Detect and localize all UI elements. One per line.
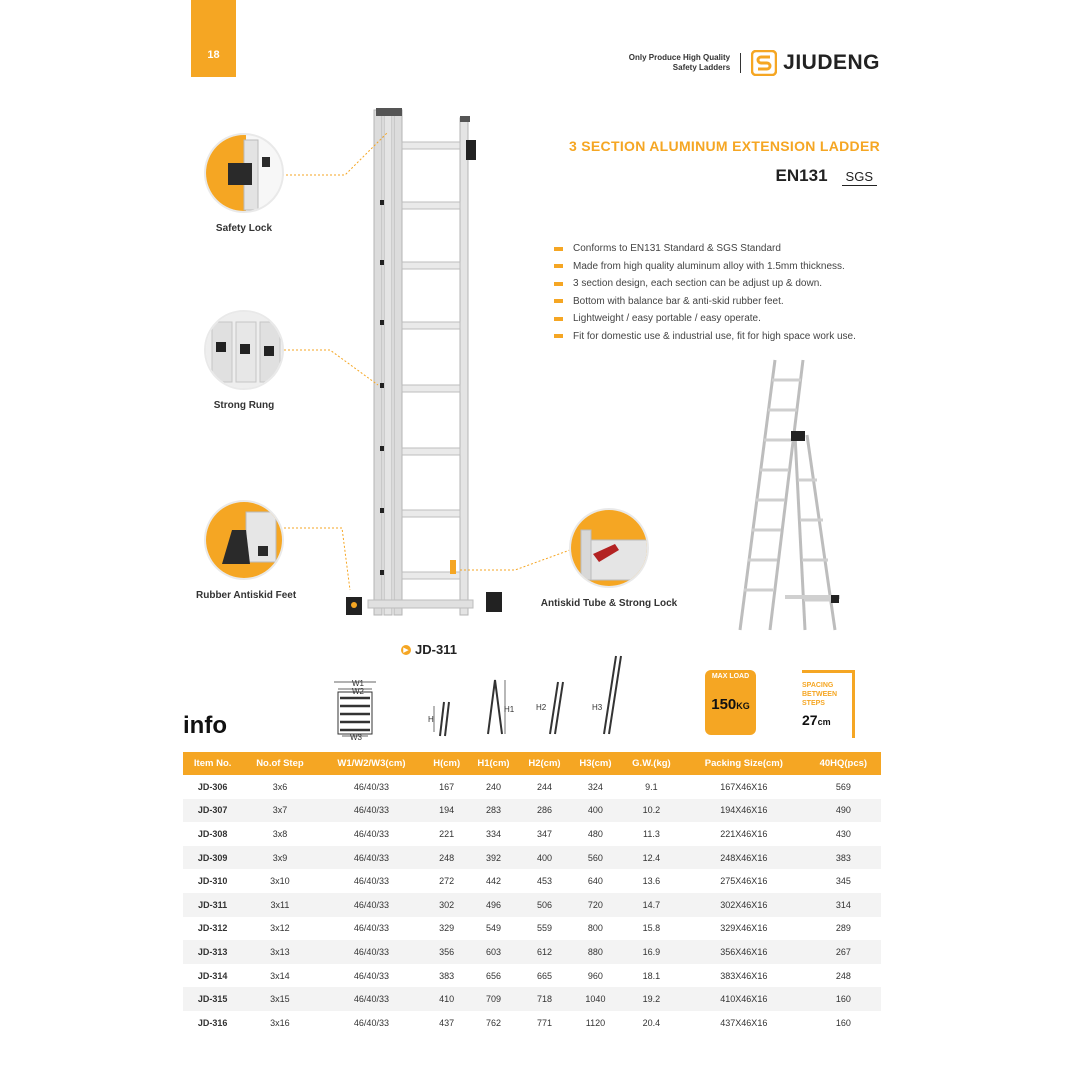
table-cell: 314: [806, 893, 881, 917]
table-cell: 960: [587, 970, 603, 981]
header-gross-weight: G.W.(kg): [621, 752, 682, 775]
table-cell: 167X46X16: [720, 781, 768, 792]
table-cell: 3x13: [242, 940, 317, 964]
dimension-diagrams: [330, 652, 630, 742]
table-cell: 324: [587, 781, 603, 792]
table-cell: 244: [536, 781, 552, 792]
header-item-no: Item No.: [183, 752, 242, 775]
feature-item: Conforms to EN131 Standard & SGS Standard: [554, 240, 856, 258]
feature-item: Made from high quality aluminum alloy with 1.5mm thickness.: [554, 258, 856, 276]
feature-item: Fit for domestic use & industrial use, fit for high space work use.: [554, 328, 856, 346]
bullet-icon: [554, 334, 563, 338]
table-cell: 410: [425, 987, 468, 1011]
table-cell: 549: [485, 923, 501, 934]
table-cell: 480: [587, 828, 603, 839]
table-cell: 720: [570, 893, 621, 917]
bullet-icon: [554, 299, 563, 303]
bullet-icon: [554, 317, 563, 321]
rubber-feet-image: [204, 500, 284, 580]
max-load-badge: [705, 670, 756, 735]
brand-divider: [740, 53, 741, 73]
table-cell: 240: [485, 781, 501, 792]
table-header-row: [183, 752, 881, 775]
table-cell: 160: [835, 1017, 851, 1028]
page-number: 18: [207, 49, 220, 61]
table-cell: JD-314: [197, 970, 228, 981]
table-cell: 762: [485, 1017, 501, 1028]
table-cell: 248: [835, 970, 851, 981]
table-cell: 3x9: [242, 846, 317, 870]
table-cell: 3x8: [272, 828, 288, 839]
callout-safety-lock: [196, 133, 292, 234]
table-cell: JD-308: [197, 828, 228, 839]
table-row: [183, 964, 881, 988]
table-cell: 283: [468, 799, 519, 823]
table-row: [183, 775, 881, 799]
table-cell: 640: [587, 876, 603, 887]
specs-table: [183, 752, 881, 1035]
table-row: [183, 1011, 881, 1035]
logo-mark-icon: [751, 50, 777, 76]
table-row: [183, 869, 881, 893]
spacing-badge: [802, 670, 855, 738]
table-cell: 3x10: [270, 876, 290, 887]
model-name: JD-311: [415, 642, 457, 657]
table-cell: 410X46X16: [682, 987, 806, 1011]
table-cell: 9.1: [645, 781, 658, 792]
header-packing-size: Packing Size(cm): [682, 752, 806, 775]
table-cell: 302: [425, 893, 468, 917]
table-cell: 13.6: [642, 876, 661, 887]
svg-text:H: H: [428, 715, 434, 724]
table-cell: 496: [468, 893, 519, 917]
spacing-label: SPACING BETWEEN STEPS: [802, 682, 837, 707]
callout-antiskid-tube: [534, 508, 684, 609]
tagline-line-1: Only Produce High Quality: [628, 53, 731, 62]
table-cell: 248: [425, 846, 468, 870]
cert-en131: EN131: [775, 166, 828, 185]
svg-text:H3: H3: [592, 703, 603, 712]
table-cell: 334: [485, 828, 501, 839]
table-cell: 329X46X16: [720, 923, 768, 934]
svg-text:H2: H2: [536, 703, 547, 712]
table-cell: 46/40/33: [318, 940, 426, 964]
table-cell: 345: [835, 876, 851, 887]
table-cell: 12.4: [621, 846, 682, 870]
header-h2: H2(cm): [519, 752, 570, 775]
width-diagram: [334, 679, 376, 742]
table-cell: 16.9: [621, 940, 682, 964]
table-cell: 194: [425, 799, 468, 823]
table-cell: 46/40/33: [353, 1017, 389, 1028]
table-cell: 560: [570, 846, 621, 870]
svg-text:W1: W1: [352, 679, 364, 688]
table-cell: 400: [519, 846, 570, 870]
height-h3-diagram: [592, 656, 621, 734]
table-cell: JD-311: [183, 893, 242, 917]
table-cell: 11.3: [643, 828, 660, 839]
table-row: [183, 917, 881, 941]
table-cell: 19.2: [621, 987, 682, 1011]
table-cell: 46/40/33: [353, 923, 389, 934]
header-h1: H1(cm): [468, 752, 519, 775]
table-cell: 442: [485, 876, 501, 887]
antiskid-tube-image: [569, 508, 649, 588]
table-row: [183, 940, 881, 964]
safety-lock-image: [204, 133, 284, 213]
svg-text:W3: W3: [350, 733, 362, 742]
table-cell: 20.4: [642, 1017, 661, 1028]
cert-sgs: SGS: [842, 169, 877, 186]
page-number-tab: [191, 0, 236, 77]
table-cell: 46/40/33: [318, 987, 426, 1011]
header-h: H(cm): [425, 752, 468, 775]
table-cell: 46/40/33: [353, 970, 389, 981]
table-cell: 194X46X16: [682, 799, 806, 823]
header-h3: H3(cm): [570, 752, 621, 775]
feature-item: Bottom with balance bar & anti-skid rubber feet.: [554, 293, 856, 311]
feature-item: 3 section design, each section can be adjust up & down.: [554, 275, 856, 293]
table-cell: 3x16: [270, 1017, 290, 1028]
brand-header: [629, 50, 880, 76]
header-width: W1/W2/W3(cm): [318, 752, 426, 775]
logo-text: JIUDENG: [783, 51, 880, 74]
table-cell: 3x14: [270, 970, 290, 981]
table-row: [183, 893, 881, 917]
table-cell: 800: [587, 923, 603, 934]
safety-lock-label: Safety Lock: [215, 223, 273, 234]
table-cell: 383: [806, 846, 881, 870]
strong-rung-label: Strong Rung: [213, 400, 275, 411]
table-cell: 46/40/33: [353, 781, 389, 792]
table-cell: 718: [519, 987, 570, 1011]
table-cell: 356: [425, 940, 468, 964]
header-40hq: 40HQ(pcs): [806, 752, 881, 775]
table-cell: 569: [835, 781, 851, 792]
table-cell: JD-316: [197, 1017, 228, 1028]
table-cell: 275X46X16: [720, 876, 768, 887]
table-cell: 289: [835, 923, 851, 934]
table-cell: 46/40/33: [353, 876, 389, 887]
table-cell: 14.7: [621, 893, 682, 917]
table-cell: JD-315: [183, 987, 242, 1011]
height-h2-diagram: [536, 682, 563, 734]
svg-text:W2: W2: [352, 687, 364, 696]
table-row: [183, 799, 881, 823]
table-cell: JD-306: [197, 781, 228, 792]
table-cell: 3x6: [272, 781, 288, 792]
table-cell: 453: [536, 876, 552, 887]
table-cell: JD-309: [183, 846, 242, 870]
table-cell: JD-307: [183, 799, 242, 823]
bullet-icon: [554, 247, 563, 251]
table-cell: 656: [485, 970, 501, 981]
height-h-diagram: [428, 702, 449, 736]
table-cell: 383: [439, 970, 455, 981]
table-cell: JD-310: [197, 876, 228, 887]
feature-item: Lightweight / easy portable / easy operate.: [554, 310, 856, 328]
max-load-label: MAX LOAD: [711, 673, 750, 680]
bullet-icon: [554, 264, 563, 268]
table-cell: 490: [806, 799, 881, 823]
table-cell: 18.1: [642, 970, 661, 981]
table-cell: 221X46X16: [720, 828, 768, 839]
callout-rubber-feet: [196, 500, 297, 601]
table-row: [183, 822, 881, 846]
table-cell: 400: [570, 799, 621, 823]
play-circle-icon: ▶: [401, 645, 411, 655]
svg-text:H1: H1: [504, 705, 515, 714]
table-cell: 665: [536, 970, 552, 981]
table-cell: 3x7: [242, 799, 317, 823]
info-title: info: [183, 712, 227, 739]
table-cell: 383X46X16: [720, 970, 768, 981]
callout-strong-rung: [196, 310, 292, 411]
table-cell: 880: [570, 940, 621, 964]
product-title: 3 SECTION ALUMINUM EXTENSION LADDER: [569, 138, 880, 154]
table-cell: 1120: [585, 1017, 606, 1028]
table-cell: 612: [519, 940, 570, 964]
header-no-of-step: No.of Step: [242, 752, 317, 775]
table-cell: 437: [439, 1017, 455, 1028]
rubber-feet-label: Rubber Antiskid Feet: [196, 590, 297, 601]
table-cell: 167: [439, 781, 455, 792]
table-cell: 10.2: [621, 799, 682, 823]
table-cell: 46/40/33: [318, 799, 426, 823]
table-cell: 709: [468, 987, 519, 1011]
table-cell: 430: [835, 828, 851, 839]
table-cell: 302X46X16: [682, 893, 806, 917]
table-cell: 272: [439, 876, 455, 887]
table-cell: 3x15: [242, 987, 317, 1011]
certifications: [776, 166, 877, 186]
bullet-icon: [554, 282, 563, 286]
table-cell: 248X46X16: [682, 846, 806, 870]
spacing-value: 27cm: [802, 712, 831, 728]
table-cell: 160: [806, 987, 881, 1011]
table-cell: 46/40/33: [353, 828, 389, 839]
height-h1-diagram: [488, 680, 515, 734]
tagline-line-2: Safety Ladders: [672, 63, 731, 72]
antiskid-tube-label: Antiskid Tube & Strong Lock: [540, 598, 678, 609]
table-row: [183, 846, 881, 870]
table-cell: 356X46X16: [682, 940, 806, 964]
table-cell: 559: [536, 923, 552, 934]
table-cell: 3x12: [270, 923, 290, 934]
table-cell: 3x11: [242, 893, 317, 917]
table-cell: 1040: [570, 987, 621, 1011]
max-load-value: 150KG: [711, 696, 750, 713]
strong-rung-image: [204, 310, 284, 390]
table-cell: 286: [519, 799, 570, 823]
table-cell: 392: [468, 846, 519, 870]
table-cell: 603: [468, 940, 519, 964]
table-cell: 267: [806, 940, 881, 964]
table-cell: 347: [536, 828, 552, 839]
table-cell: 46/40/33: [318, 893, 426, 917]
table-cell: JD-313: [183, 940, 242, 964]
table-cell: 437X46X16: [720, 1017, 768, 1028]
table-cell: 46/40/33: [318, 846, 426, 870]
table-row: [183, 987, 881, 1011]
table-cell: 506: [519, 893, 570, 917]
table-cell: JD-312: [197, 923, 228, 934]
feature-list: [554, 240, 856, 345]
table-cell: 771: [536, 1017, 552, 1028]
table-cell: 329: [439, 923, 455, 934]
table-cell: 221: [439, 828, 455, 839]
brand-tagline: [629, 53, 730, 73]
table-cell: 15.8: [642, 923, 661, 934]
extended-ladder-image: [735, 355, 845, 635]
